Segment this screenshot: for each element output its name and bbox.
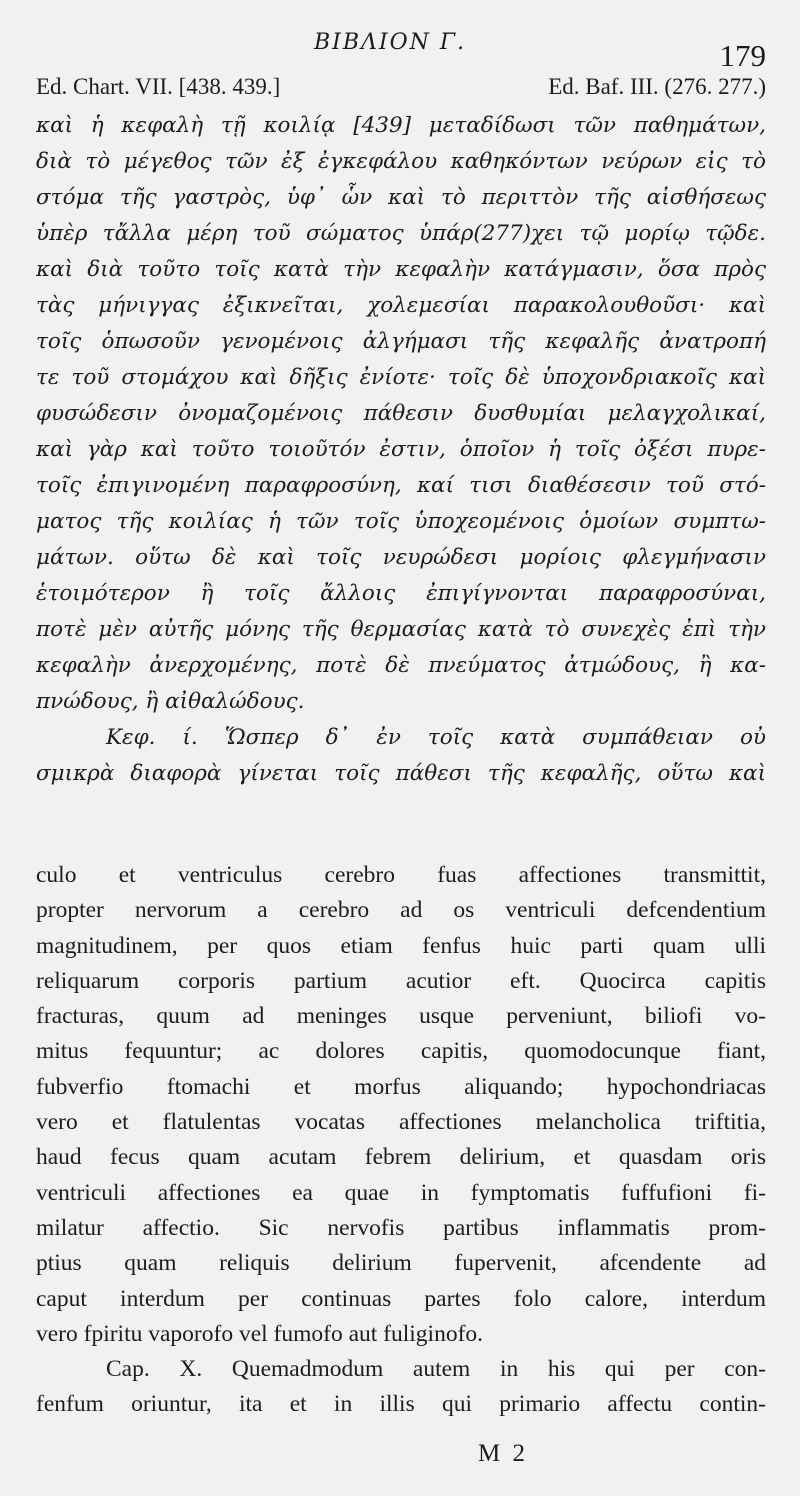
edition-chartier-ref: Ed. Chart. VII. [438. 439.] (36, 74, 281, 99)
running-head (0, 30, 800, 73)
latin-line: haud fecus quam acutam febrem delirium, et quasdam oris (36, 1144, 766, 1171)
latin-line: propter nervorum a cerebro ad os ventriculi defcendentium (36, 897, 766, 924)
latin-line: reliquarum corporis partium acutior eft. Quocirca capitis (36, 967, 766, 994)
latin-line: vero fpiritu vaporofo vel fumofo aut fuliginofo. (36, 1320, 484, 1347)
greek-text-block (36, 108, 766, 792)
greek-line: στόμα τῆς γαστρὸς, ὑφ᾽ ὧν καὶ τὸ περιττὸν τῆς αἰσθήσεως (36, 185, 766, 210)
latin-line: fracturas, quum ad meninges usque perveniunt, biliofi vo- (36, 1003, 766, 1030)
running-title: ΒΙΒΛΙΟΝ Γ. (314, 30, 467, 55)
page-number: 179 (719, 38, 766, 73)
greek-line: σμικρὰ διαφορὰ γίνεται τοῖς πάθεσι τῆς κεφαλῆς, οὕτω καὶ (36, 761, 766, 786)
greek-line: ματος τῆς κοιλίας ἡ τῶν τοῖς ὑποχεομένοις ὁμοίων συμπτω- (36, 509, 766, 534)
signature-mark: M 2 (478, 1440, 528, 1467)
greek-line: ὑπὲρ τἄλλα μέρη τοῦ σώματος ὑπάρ(277)χει τῷ μορίῳ τῷδε. (36, 221, 766, 246)
greek-line: διὰ τὸ μέγεθος τῶν ἐξ ἐγκεφάλου καθηκόντων νεύρων εἰς τὸ (36, 149, 766, 174)
latin-line: culo et ventriculus cerebro fuas affectiones transmittit, (36, 862, 766, 888)
greek-line: ἑτοιμότερον ἢ τοῖς ἄλλοις ἐπιγίγνονται παραφροσύναι, (36, 581, 766, 606)
greek-line: φυσώδεσιν ὀνομαζομένοις πάθεσιν δυσθυμίαι μελαγχολικαί, (36, 401, 766, 426)
greek-line: καὶ ἡ κεφαλὴ τῇ κοιλίᾳ [439] μεταδίδωσι τῶν παθημάτων, (36, 113, 766, 138)
latin-text-block (36, 858, 766, 1423)
latin-line: ptius quam reliquis delirium fupervenit, afcendente ad (36, 1250, 766, 1277)
latin-line: mitus fequuntur; ac dolores capitis, quomodocunque fiant, (36, 1038, 766, 1065)
greek-line: τὰς μήνιγγας ἐξικνεῖται, χολεμεσίαι παρακολουθοῦσι· καὶ (36, 293, 766, 318)
greek-line: κεφαλὴν ἀνερχομένης, ποτὲ δὲ πνεύματος ἀτμώδους, ἢ κα- (36, 653, 766, 678)
latin-line: magnitudinem, per quos etiam fenfus huic parti quam ulli (36, 932, 766, 959)
edition-basel-ref: Ed. Baf. III. (276. 277.) (548, 74, 766, 99)
latin-line: caput interdum per continuas partes folo calore, interdum (36, 1285, 766, 1312)
greek-line: τε τοῦ στομάχου καὶ δῆξις ἐνίοτε· τοῖς δὲ ὑποχονδριακοῖς καὶ (36, 365, 766, 390)
greek-chapter-heading-line: Κεφ. ί. Ὥσπερ δ᾽ ἐν τοῖς κατὰ συμπάθειαν οὐ (106, 725, 766, 750)
latin-chapter-heading-line: Cap. X. Quemadmodum autem in his qui per con- (106, 1356, 766, 1383)
latin-line: ventriculi affectiones ea quae in fymptomatis fuffufioni fi- (36, 1179, 766, 1206)
latin-line: milatur affectio. Sic nervofis partibus inflammatis prom- (36, 1214, 766, 1241)
latin-line: vero et flatulentas vocatas affectiones melancholica triftitia, (36, 1109, 766, 1136)
latin-line: fubverfio ftomachi et morfus aliquando; hypochondriacas (36, 1073, 766, 1100)
edition-reference-line (36, 74, 766, 104)
greek-line: μάτων. οὕτω δὲ καὶ τοῖς νευρώδεσι μορίοις φλεγμήνασιν (36, 545, 766, 570)
greek-line: καὶ διὰ τοῦτο τοῖς κατὰ τὴν κεφαλὴν κατάγμασιν, ὅσα πρὸς (36, 257, 766, 282)
greek-line: ποτὲ μὲν αὐτῆς μόνης τῆς θερμασίας κατὰ τὸ συνεχὲς ἐπὶ τὴν (36, 617, 766, 642)
latin-line: fenfum oriuntur, ita et in illis qui primario affectu contin- (36, 1391, 766, 1418)
greek-line: πνώδους, ἢ αἰθαλώδους. (36, 689, 305, 714)
greek-line: τοῖς ὁπωσοῦν γενομένοις ἀλγήμασι τῆς κεφαλῆς ἀνατροπή (36, 329, 766, 354)
greek-line: τοῖς ἐπιγινομένη παραφροσύνη, καί τισι διαθέσεσιν τοῦ στό- (36, 473, 766, 498)
greek-line: καὶ γὰρ καὶ τοῦτο τοιοῦτόν ἐστιν, ὁποῖον ἡ τοῖς ὀξέσι πυρε- (36, 437, 766, 462)
